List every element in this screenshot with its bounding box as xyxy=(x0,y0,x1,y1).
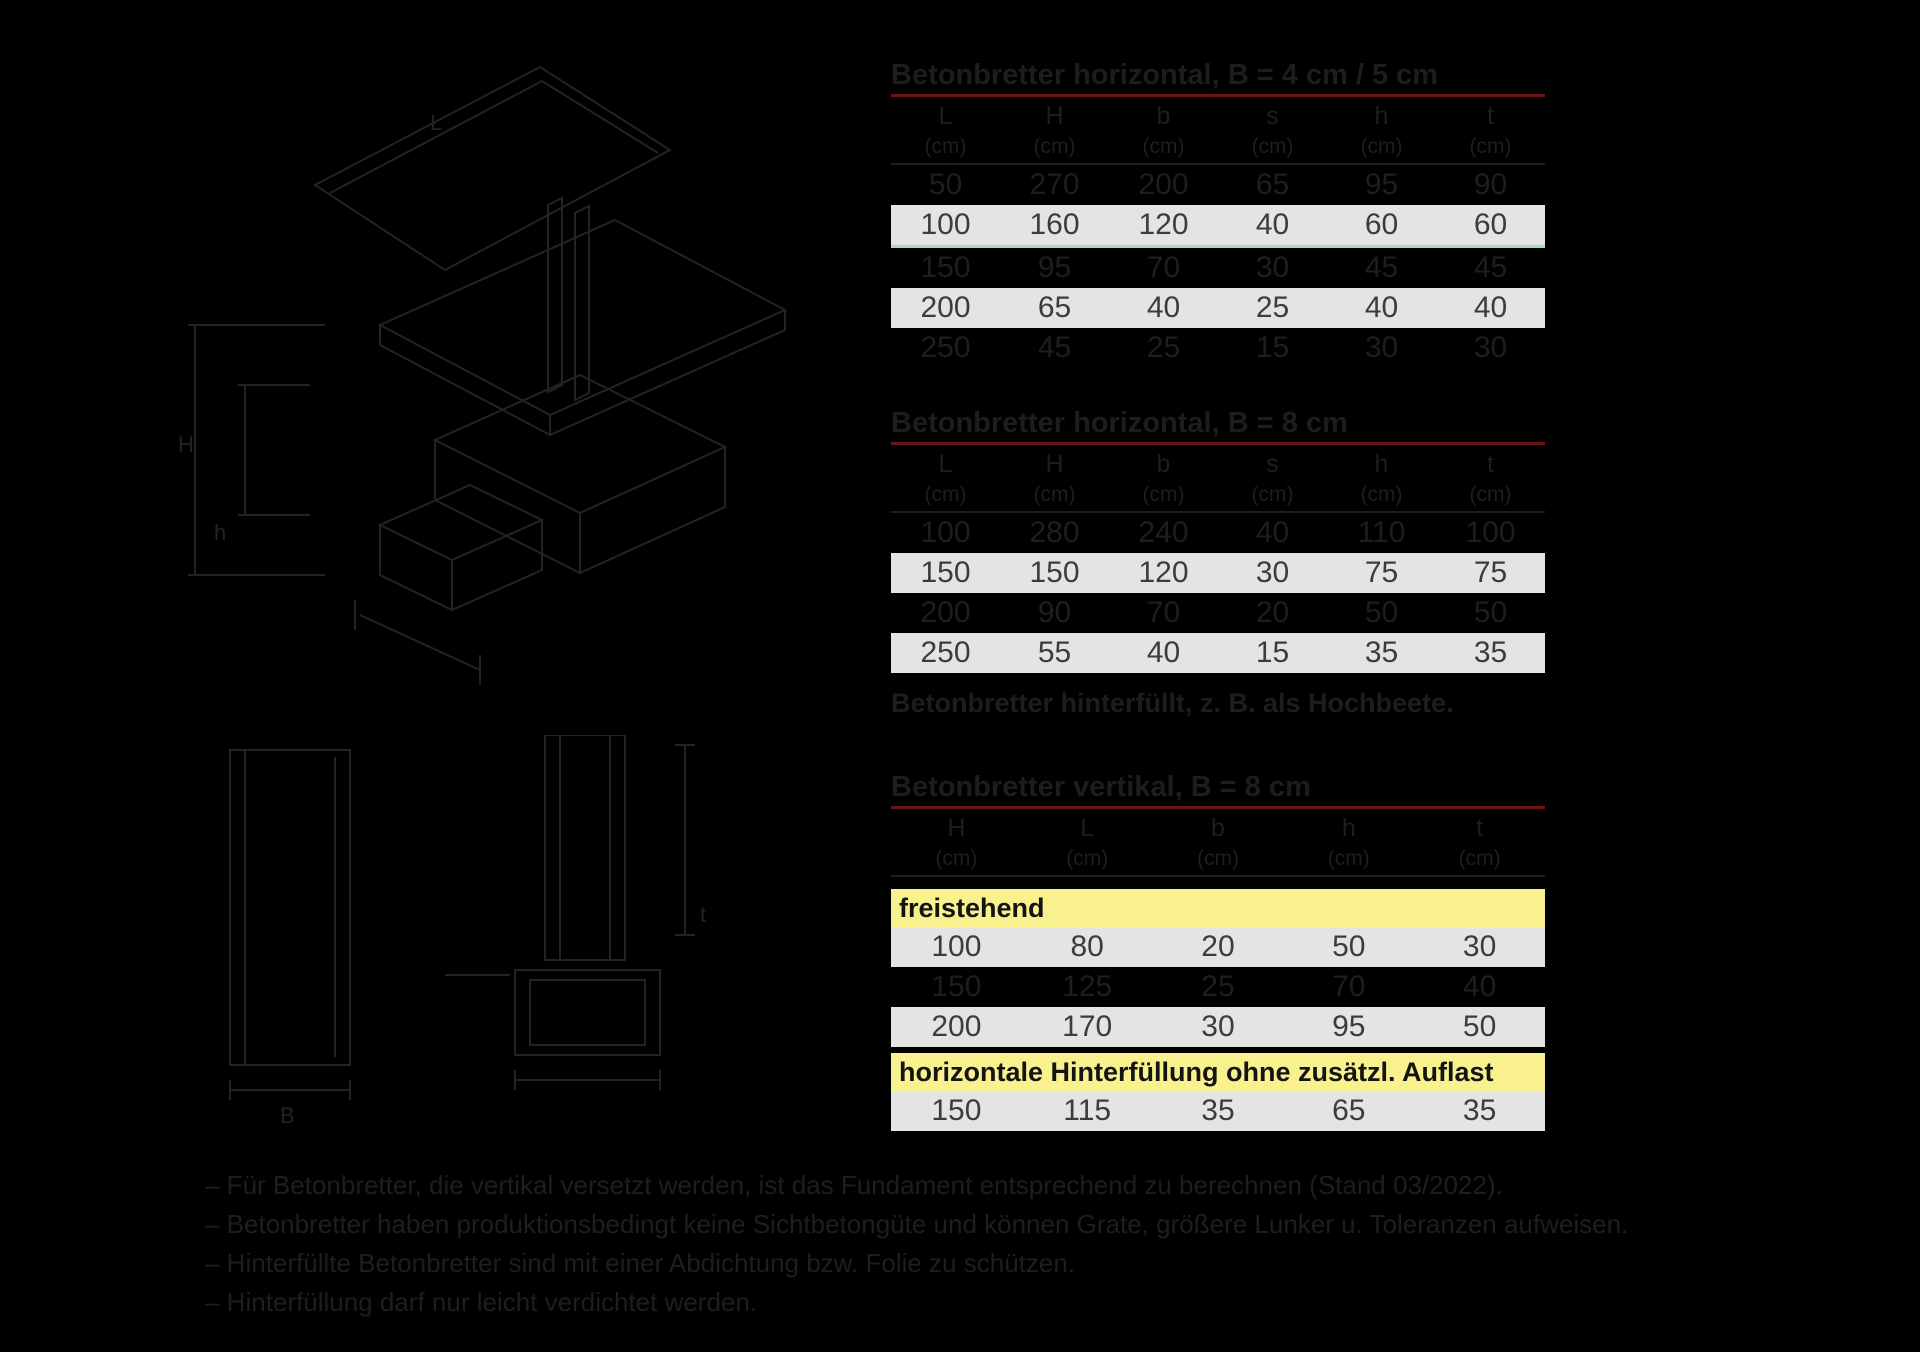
table-cell: 280 xyxy=(1029,516,1080,549)
table-cell: 100 xyxy=(1465,516,1516,549)
footnote-line: – Betonbretter haben produktionsbedingt keine Sichtbetongüte und können Grate, größere Lunker u. Toleranzen aufweisen. xyxy=(205,1209,1629,1239)
table-cell: 90 xyxy=(1037,596,1072,629)
table-cell: 25 xyxy=(1255,291,1290,324)
unit-cell: (cm) xyxy=(1469,135,1512,158)
unit-cell: (cm) xyxy=(1251,135,1294,158)
table-cell: 200 xyxy=(920,596,971,629)
table-cell: 45 xyxy=(1364,251,1399,284)
footnote-line: – Hinterfüllte Betonbretter sind mit einer Abdichtung bzw. Folie zu schützen. xyxy=(205,1248,1076,1278)
dimension-label: B xyxy=(280,1103,295,1128)
table-cell: 15 xyxy=(1255,636,1290,669)
table-cell: 40 xyxy=(1146,636,1181,669)
table-cell: 120 xyxy=(1138,556,1189,589)
table-cell: 240 xyxy=(1138,516,1189,549)
table-row xyxy=(891,927,1545,967)
table-cell: 75 xyxy=(1364,556,1399,589)
table-cell: 150 xyxy=(920,556,971,589)
table-cell: 270 xyxy=(1029,168,1080,201)
table-cell: 70 xyxy=(1146,596,1181,629)
table-cell: 115 xyxy=(1063,1094,1112,1127)
column-header: h xyxy=(1341,814,1356,842)
table-cell: 150 xyxy=(1029,556,1080,589)
unit-cell: (cm) xyxy=(935,847,978,870)
unit-row xyxy=(891,843,1545,875)
table-cell: 40 xyxy=(1146,291,1181,324)
column-header: H xyxy=(1045,102,1064,130)
unit-cell: (cm) xyxy=(1197,847,1239,870)
table-cell: 150 xyxy=(931,1094,982,1127)
table-body xyxy=(891,445,1545,673)
table-cell: 20 xyxy=(1255,596,1290,629)
table-cell: 25 xyxy=(1146,331,1181,364)
table-cell: 30 xyxy=(1364,331,1399,364)
unit-cell: (cm) xyxy=(1251,483,1294,506)
table-row xyxy=(891,288,1545,328)
header-divider xyxy=(891,875,1545,877)
table-cell: 50 xyxy=(928,168,963,201)
table-cell: 50 xyxy=(1364,596,1399,629)
table-cell: 170 xyxy=(1062,1010,1113,1043)
table-cell: 100 xyxy=(920,516,971,549)
footnotes xyxy=(205,1166,1825,1322)
table-cell: 150 xyxy=(931,970,982,1003)
table-cell: 35 xyxy=(1364,636,1399,669)
table-cell: 90 xyxy=(1473,168,1508,201)
table-cell: 60 xyxy=(1364,208,1399,241)
table-vertikal-8cm xyxy=(891,770,1545,1131)
dimension-label: H xyxy=(178,432,194,457)
table-cell: 40 xyxy=(1473,291,1508,324)
unit-cell: (cm) xyxy=(1360,483,1403,506)
dimension-label: t xyxy=(700,902,707,927)
column-header: s xyxy=(1266,450,1279,478)
table-cell: 45 xyxy=(1473,251,1508,284)
table-row xyxy=(891,205,1545,248)
table-cell: 75 xyxy=(1473,556,1508,589)
column-headers xyxy=(891,445,1545,479)
isometric-assembly-diagram xyxy=(150,55,810,720)
column-header: H xyxy=(947,814,966,842)
table-title: Betonbretter horizontal, B = 4 cm / 5 cm xyxy=(891,59,1439,91)
table-cell: 20 xyxy=(1201,930,1235,963)
table-cell: 55 xyxy=(1037,636,1072,669)
table-cell: 250 xyxy=(920,636,971,669)
table-row xyxy=(891,593,1545,633)
table-cell: 70 xyxy=(1146,251,1181,284)
table-cell: 25 xyxy=(1201,970,1235,1003)
table-cell: 40 xyxy=(1364,291,1399,324)
unit-cell: (cm) xyxy=(1458,847,1501,870)
unit-cell: (cm) xyxy=(1142,135,1185,158)
table-cell: 65 xyxy=(1037,291,1072,324)
table-cell: 30 xyxy=(1201,1010,1235,1043)
table-cell: 95 xyxy=(1364,168,1399,201)
dimension-label: L xyxy=(430,110,443,135)
table-cell: 200 xyxy=(931,1010,982,1043)
table-cell: 40 xyxy=(1462,970,1497,1003)
table-cell: 50 xyxy=(1332,930,1366,963)
table-cell: 65 xyxy=(1332,1094,1366,1127)
table-cell: 65 xyxy=(1255,168,1290,201)
table-row xyxy=(891,1007,1545,1047)
unit-row xyxy=(891,131,1545,163)
column-header: b xyxy=(1156,102,1171,130)
table-body xyxy=(891,809,1545,1131)
column-header: t xyxy=(1487,450,1494,478)
elevation-diagram xyxy=(215,735,785,1135)
table-cell: 30 xyxy=(1255,251,1290,284)
unit-cell: (cm) xyxy=(1360,135,1403,158)
table-row xyxy=(891,553,1545,593)
table-cell: 70 xyxy=(1332,970,1366,1003)
column-header: t xyxy=(1476,814,1484,842)
footnote-line: – Für Betonbretter, die vertikal versetzt werden, ist das Fundament entsprechend zu berechnen (Stand 03/2022). xyxy=(205,1170,1503,1200)
table-cell: 125 xyxy=(1062,970,1113,1003)
column-header: t xyxy=(1487,102,1494,130)
footnote-line: – Hinterfüllung darf nur leicht verdichtet werden. xyxy=(205,1287,758,1317)
column-header: L xyxy=(938,102,953,130)
table-cell: 35 xyxy=(1462,1094,1497,1127)
unit-cell: (cm) xyxy=(1469,483,1512,506)
unit-cell: (cm) xyxy=(1033,483,1076,506)
table-cell: 100 xyxy=(931,930,982,963)
unit-cell: (cm) xyxy=(1327,847,1370,870)
table-title: Betonbretter vertikal, B = 8 cm xyxy=(891,771,1311,803)
column-header: b xyxy=(1211,814,1225,842)
table-cell: 35 xyxy=(1473,636,1508,669)
table-row xyxy=(891,1091,1545,1131)
table-cell: 30 xyxy=(1255,556,1290,589)
section-band: horizontale Hinterfüllung ohne zusätzl. Auflast xyxy=(891,1053,1545,1091)
table-cell: 50 xyxy=(1473,596,1508,629)
unit-cell: (cm) xyxy=(1033,135,1076,158)
table-cell: 200 xyxy=(920,291,971,324)
table-cell: 15 xyxy=(1255,331,1290,364)
table-cell: 250 xyxy=(920,331,971,364)
table-cell: 45 xyxy=(1037,331,1072,364)
unit-row xyxy=(891,479,1545,511)
column-header: b xyxy=(1156,450,1171,478)
table-cell: 35 xyxy=(1201,1094,1235,1127)
table-row xyxy=(891,633,1545,673)
table-body xyxy=(891,97,1545,368)
unit-cell: (cm) xyxy=(1142,483,1185,506)
unit-cell: (cm) xyxy=(924,135,967,158)
table-row xyxy=(891,328,1545,368)
table-cell: 80 xyxy=(1070,930,1104,963)
column-header: L xyxy=(1080,814,1095,842)
column-header: s xyxy=(1266,102,1279,130)
unit-cell: (cm) xyxy=(924,483,967,506)
table-row xyxy=(891,513,1545,553)
table-cell: 30 xyxy=(1473,331,1508,364)
table-cell: 120 xyxy=(1138,208,1189,241)
column-header: h xyxy=(1374,450,1389,478)
unit-cell: (cm) xyxy=(1066,847,1109,870)
table-horizontal-4-5cm xyxy=(891,58,1545,368)
table-cell: 100 xyxy=(920,208,971,241)
table-cell: 40 xyxy=(1255,208,1290,241)
dimension-label: h xyxy=(214,520,227,545)
table-cell: 110 xyxy=(1357,516,1406,549)
table-cell: 50 xyxy=(1462,1010,1497,1043)
table-title: Betonbretter horizontal, B = 8 cm xyxy=(891,407,1348,439)
table-cell: 150 xyxy=(920,251,971,284)
column-header: H xyxy=(1045,450,1064,478)
table-cell: 60 xyxy=(1473,208,1508,241)
note-hochbeete: Betonbretter hinterfüllt, z. B. als Hochbeete. xyxy=(891,688,1454,718)
table-row xyxy=(891,248,1545,288)
table-cell: 30 xyxy=(1462,930,1497,963)
table-cell: 95 xyxy=(1037,251,1072,284)
section-band: freistehend xyxy=(891,889,1545,927)
table-cell: 160 xyxy=(1029,208,1080,241)
table-cell: 200 xyxy=(1138,168,1189,201)
table-cell: 40 xyxy=(1255,516,1290,549)
table-row xyxy=(891,967,1545,1007)
table-horizontal-8cm xyxy=(891,406,1545,673)
table-cell: 95 xyxy=(1332,1010,1366,1043)
column-header: h xyxy=(1374,102,1389,130)
column-header: L xyxy=(938,450,953,478)
table-row xyxy=(891,165,1545,205)
column-headers xyxy=(891,97,1545,131)
column-headers xyxy=(891,809,1545,843)
